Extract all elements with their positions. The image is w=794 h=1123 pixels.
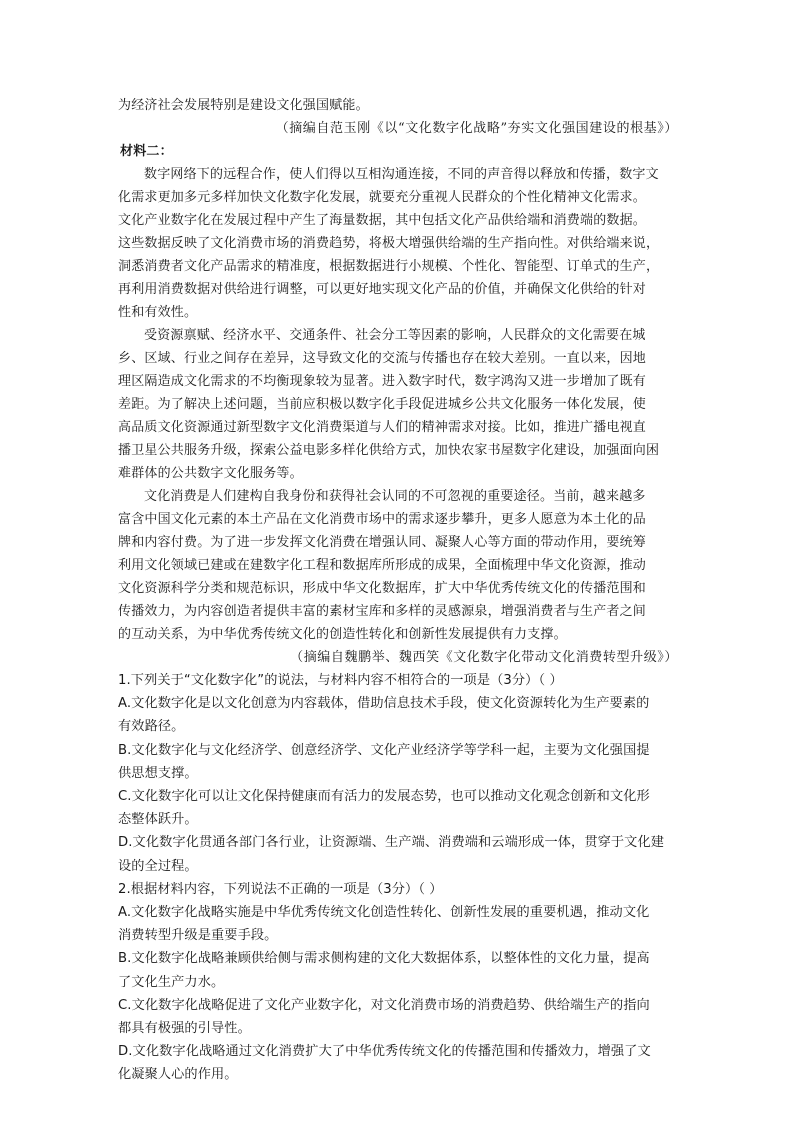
paragraph-line: 富含中国文化元素的本土产品在文化消费市场中的需求逐步攀升，更多人愿意为本土化的品	[118, 512, 647, 527]
material-two-source: （摘编自魏鹏举、魏西笑《文化数字化带动文化消费转型升级》）	[290, 650, 678, 665]
option-c-line: 态整体跃升。	[118, 812, 198, 828]
paragraph-line: 高品质文化资源通过新型数字文化消费渠道与人们的精神需求对接。比如，推进广播电视直	[118, 420, 647, 435]
paragraph-line: 数字网络下的远程合作，使人们得以互相沟通连接，不同的声音得以释放和传播，数字文	[144, 167, 659, 182]
document-page	[118, 94, 678, 1087]
paragraph-line: 受资源禀赋、经济水平、交通条件、社会分工等因素的影响，人民群众的文化需要在城	[144, 328, 646, 343]
question-2	[118, 878, 678, 1087]
material-two-paragraph-2	[118, 324, 678, 485]
option-b-line: B.文化数字化战略兼顾供给侧与需求侧构建的文化大数据体系，以整体性的文化力量，提高	[118, 951, 650, 967]
paragraph-line: 差距。为了解决上述问题，当前应积极以数字化手段促进城乡公共文化服务一体化发展，使	[118, 397, 647, 412]
option-a-line: 有效路径。	[118, 719, 185, 735]
option-a-line: A.文化数字化战略实施是中华优秀传统文化创造性转化、创新性发展的重要机遇，推动文化	[118, 905, 650, 921]
option-a-line: 消费转型升级是重要手段。	[118, 928, 278, 944]
paragraph-line: 文化产业数字化在发展过程中产生了海量数据，其中包括文化产品供给端和消费端的数据。	[118, 213, 647, 228]
option-c-line: 都具有极强的引导性。	[118, 1021, 251, 1037]
option-b-line: B.文化数字化与文化经济学、创意经济学、文化产业经济学等学科一起，主要为文化强国提	[118, 742, 650, 758]
paragraph-line: 利用文化领域已建或在建数字化工程和数据库所形成的成果，全面梳理中华文化资源，推动	[118, 558, 647, 573]
material-two-paragraph-3	[118, 485, 678, 646]
material-one-source: （摘编自范玉刚《以“文化数字化战略”夯实文化强国建设的根基》）	[275, 121, 678, 136]
option-d-line: D.文化数字化战略通过文化消费扩大了中华优秀传统文化的传播范围和传播效力，增强了文	[118, 1044, 651, 1060]
question-stem: 2.根据材料内容，下列说法不正确的一项是（3分）（ ）	[118, 881, 443, 897]
material-one-last-line: 为经济社会发展特别是建设文化强国赋能。	[118, 98, 369, 113]
material-two-heading: 材料二：	[120, 144, 173, 159]
paragraph-line: 文化消费是人们建构自我身份和获得社会认同的不可忽视的重要途径。当前，越来越多	[144, 489, 646, 504]
paragraph-line: 难群体的公共数字文化服务等。	[118, 466, 303, 481]
paragraph-line: 这些数据反映了文化消费市场的消费趋势，将极大增强供给端的生产指向性。对供给端来说，	[118, 236, 660, 251]
option-a-line: A.文化数字化是以文化创意为内容载体，借助信息技术手段，使文化资源转化为生产要素的	[118, 696, 650, 712]
paragraph-line: 传播效力，为内容创造者提供丰富的素材宝库和多样的灵感源泉，增强消费者与生产者之间	[118, 604, 647, 619]
option-d-line: D.文化数字化贯通各部门各行业，让资源端、生产端、消费端和云端形成一体，贯穿于文化建	[118, 835, 665, 851]
option-c-line: C.文化数字化可以让文化保持健康而有活力的发展态势，也可以推动文化观念创新和文化形	[118, 789, 650, 805]
paragraph-line: 理区隔造成文化需求的不均衡现象较为显著。进入数字时代，数字鸿沟又进一步增加了既有	[118, 374, 647, 389]
paragraph-line: 牌和内容付费。为了进一步发挥文化消费在增强认同、凝聚人心等方面的带动作用，要统筹	[118, 535, 647, 550]
paragraph-line: 洞悉消费者文化产品需求的精准度，根据数据进行小规模、个性化、智能型、订单式的生产，	[118, 259, 660, 274]
paragraph-line: 性和有效性。	[118, 305, 198, 320]
option-c-line: C.文化数字化战略促进了文化产业数字化，对文化消费市场的消费趋势、供给端生产的指向	[118, 997, 650, 1013]
option-b-line: 了文化生产力水。	[118, 974, 225, 990]
option-d-line: 化凝聚人心的作用。	[118, 1067, 238, 1083]
paragraph-line: 的互动关系，为中华优秀传统文化的创造性转化和创新性发展提供有力支撑。	[118, 627, 567, 642]
paragraph-line: 化需求更加多元多样加快文化数字化发展，就要充分重视人民群众的个性化精神文化需求。	[118, 190, 647, 205]
question-stem: 1.下列关于“文化数字化”的说法，与材料内容不相符合的一项是（3分）（ ）	[118, 673, 563, 688]
question-1	[118, 669, 678, 878]
paragraph-line: 播卫星公共服务升级，探索公益电影多样化供给方式，加快农家书屋数字化建设，加强面向困	[118, 443, 660, 458]
option-b-line: 供思想支撑。	[118, 765, 198, 781]
paragraph-line: 乡、区域、行业之间存在差异，这导致文化的交流与传播也存在较大差别。一直以来，因地	[118, 351, 647, 366]
option-d-line: 设的全过程。	[118, 858, 198, 874]
paragraph-line: 文化资源科学分类和规范标识，形成中华文化数据库，扩大中华优秀传统文化的传播范围和	[118, 581, 647, 596]
material-two-paragraph-1	[118, 163, 678, 324]
paragraph-line: 再利用消费数据对供给进行调整，可以更好地实现文化产品的价值，并确保文化供给的针对	[118, 282, 647, 297]
